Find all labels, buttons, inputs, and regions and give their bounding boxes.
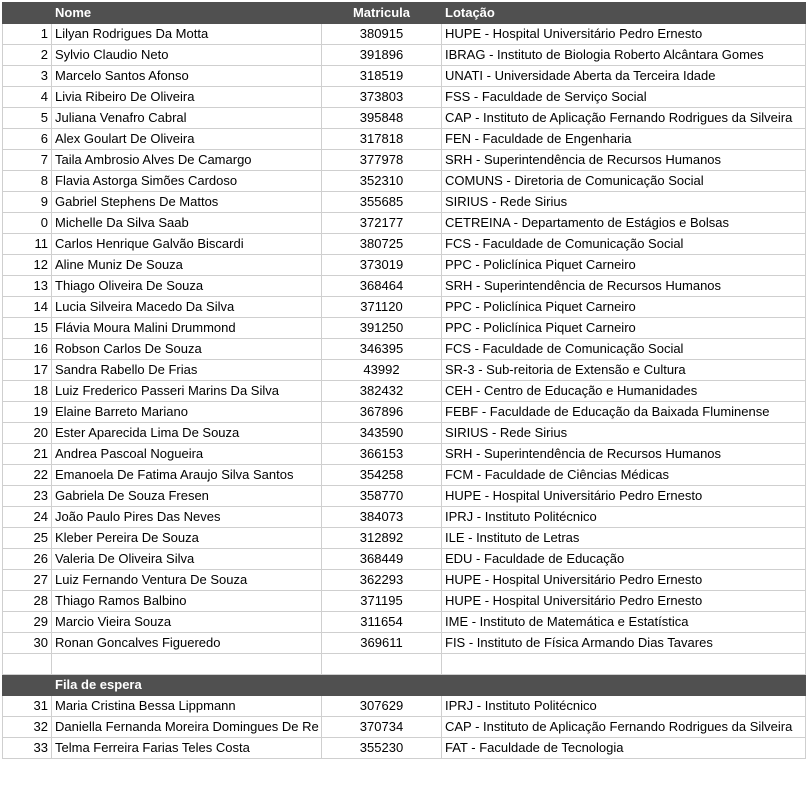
row-number-cell[interactable]: 13 <box>3 276 52 297</box>
table-row <box>3 549 806 570</box>
matricula-cell[interactable]: 369611 <box>322 633 442 654</box>
lotacao-cell[interactable]: FCM - Faculdade de Ciências Médicas <box>442 465 806 486</box>
table-row <box>3 381 806 402</box>
table-row <box>3 297 806 318</box>
lotacao-cell[interactable]: COMUNS - Diretoria de Comunicação Social <box>442 171 806 192</box>
matricula-cell[interactable]: 380725 <box>322 234 442 255</box>
matricula-cell[interactable]: 380915 <box>322 24 442 45</box>
table-row <box>3 24 806 45</box>
matricula-cell[interactable]: 368449 <box>322 549 442 570</box>
row-number-cell[interactable]: 2 <box>3 45 52 66</box>
nome-cell[interactable]: Michelle Da Silva Saab <box>52 213 322 234</box>
lotacao-cell[interactable]: HUPE - Hospital Universitário Pedro Ernesto <box>442 486 806 507</box>
matricula-cell[interactable]: 373019 <box>322 255 442 276</box>
matricula-cell[interactable]: 370734 <box>322 717 442 738</box>
matricula-cell[interactable]: 371120 <box>322 297 442 318</box>
lotacao-cell[interactable]: FCS - Faculdade de Comunicação Social <box>442 234 806 255</box>
row-number-cell[interactable]: 6 <box>3 129 52 150</box>
row-number-cell[interactable]: 29 <box>3 612 52 633</box>
waitlist-rows <box>3 654 806 759</box>
row-number-cell[interactable]: 20 <box>3 423 52 444</box>
nome-cell[interactable]: Flavia Astorga Simões Cardoso <box>52 171 322 192</box>
row-number-cell[interactable]: 19 <box>3 402 52 423</box>
table-row <box>3 423 806 444</box>
nome-cell[interactable]: Maria Cristina Bessa Lippmann <box>52 696 322 717</box>
waitlist-header-matricula-cell[interactable] <box>322 675 442 696</box>
matricula-cell[interactable]: 355685 <box>322 192 442 213</box>
lotacao-cell[interactable]: FSS - Faculdade de Serviço Social <box>442 87 806 108</box>
lotacao-cell[interactable]: SRH - Superintendência de Recursos Humanos <box>442 150 806 171</box>
matricula-cell[interactable]: 346395 <box>322 339 442 360</box>
nome-cell[interactable]: João Paulo Pires Das Neves <box>52 507 322 528</box>
lotacao-cell[interactable]: UNATI - Universidade Aberta da Terceira Idade <box>442 66 806 87</box>
nome-cell[interactable]: Emanoela De Fatima Araujo Silva Santos <box>52 465 322 486</box>
table-row <box>3 318 806 339</box>
table-row <box>3 465 806 486</box>
header-matricula-cell[interactable]: Matricula <box>322 3 442 24</box>
nome-cell[interactable]: Taila Ambrosio Alves De Camargo <box>52 150 322 171</box>
matricula-cell[interactable]: 367896 <box>322 402 442 423</box>
nome-cell[interactable]: Lucia Silveira Macedo Da Silva <box>52 297 322 318</box>
row-number-cell[interactable]: 11 <box>3 234 52 255</box>
empty-cell[interactable] <box>3 654 52 675</box>
row-number-cell[interactable]: 7 <box>3 150 52 171</box>
lotacao-cell[interactable]: SR-3 - Sub-reitoria de Extensão e Cultura <box>442 360 806 381</box>
nome-cell[interactable]: Luiz Frederico Passeri Marins Da Silva <box>52 381 322 402</box>
row-number-cell[interactable]: 25 <box>3 528 52 549</box>
matricula-cell[interactable]: 317818 <box>322 129 442 150</box>
spreadsheet-table <box>2 2 806 759</box>
lotacao-cell[interactable]: CAP - Instituto de Aplicação Fernando Rodrigues da Silveira <box>442 108 806 129</box>
nome-cell[interactable]: Andrea Pascoal Nogueira <box>52 444 322 465</box>
lotacao-cell[interactable]: HUPE - Hospital Universitário Pedro Ernesto <box>442 24 806 45</box>
lotacao-cell[interactable]: CEH - Centro de Educação e Humanidades <box>442 381 806 402</box>
row-number-cell[interactable]: 14 <box>3 297 52 318</box>
matricula-cell[interactable]: 311654 <box>322 612 442 633</box>
matricula-cell[interactable]: 352310 <box>322 171 442 192</box>
matricula-cell[interactable]: 372177 <box>322 213 442 234</box>
matricula-cell[interactable]: 373803 <box>322 87 442 108</box>
matricula-cell[interactable]: 384073 <box>322 507 442 528</box>
nome-cell[interactable]: Juliana Venafro Cabral <box>52 108 322 129</box>
lotacao-cell[interactable]: FCS - Faculdade de Comunicação Social <box>442 339 806 360</box>
matricula-cell[interactable]: 382432 <box>322 381 442 402</box>
lotacao-cell[interactable]: IBRAG - Instituto de Biologia Roberto Alcântara Gomes <box>442 45 806 66</box>
lotacao-cell[interactable]: CETREINA - Departamento de Estágios e Bolsas <box>442 213 806 234</box>
lotacao-cell[interactable]: PPC - Policlínica Piquet Carneiro <box>442 318 806 339</box>
table-row <box>3 129 806 150</box>
matricula-cell[interactable]: 312892 <box>322 528 442 549</box>
lotacao-cell[interactable]: EDU - Faculdade de Educação <box>442 549 806 570</box>
matricula-cell[interactable]: 395848 <box>322 108 442 129</box>
matricula-cell[interactable]: 366153 <box>322 444 442 465</box>
nome-cell[interactable]: Sylvio Claudio Neto <box>52 45 322 66</box>
row-number-cell[interactable]: 4 <box>3 87 52 108</box>
matricula-cell[interactable]: 362293 <box>322 570 442 591</box>
table-row <box>3 696 806 717</box>
lotacao-cell[interactable]: FEBF - Faculdade de Educação da Baixada Fluminense <box>442 402 806 423</box>
nome-cell[interactable]: Ester Aparecida Lima De Souza <box>52 423 322 444</box>
row-number-cell[interactable]: 27 <box>3 570 52 591</box>
nome-cell[interactable]: Marcio Vieira Souza <box>52 612 322 633</box>
row-number-cell[interactable]: 9 <box>3 192 52 213</box>
matricula-cell[interactable]: 371195 <box>322 591 442 612</box>
lotacao-cell[interactable]: PPC - Policlínica Piquet Carneiro <box>442 297 806 318</box>
matricula-cell[interactable]: 368464 <box>322 276 442 297</box>
table-row <box>3 528 806 549</box>
table-row <box>3 339 806 360</box>
row-number-cell[interactable]: 21 <box>3 444 52 465</box>
table-row <box>3 444 806 465</box>
matricula-cell[interactable]: 355230 <box>322 738 442 759</box>
lotacao-cell[interactable]: CAP - Instituto de Aplicação Fernando Rodrigues da Silveira <box>442 717 806 738</box>
row-number-cell[interactable]: 16 <box>3 339 52 360</box>
matricula-cell[interactable]: 391250 <box>322 318 442 339</box>
table-row <box>3 360 806 381</box>
spacer-row <box>3 654 806 675</box>
lotacao-cell[interactable]: IME - Instituto de Matemática e Estatística <box>442 612 806 633</box>
lotacao-cell[interactable]: IPRJ - Instituto Politécnico <box>442 507 806 528</box>
lotacao-cell[interactable]: SIRIUS - Rede Sirius <box>442 423 806 444</box>
table-row <box>3 570 806 591</box>
nome-cell[interactable]: Lilyan Rodrigues Da Motta <box>52 24 322 45</box>
nome-cell[interactable]: Elaine Barreto Mariano <box>52 402 322 423</box>
nome-cell[interactable]: Telma Ferreira Farias Teles Costa <box>52 738 322 759</box>
waitlist-header-num-cell[interactable] <box>3 675 52 696</box>
row-number-cell[interactable]: 24 <box>3 507 52 528</box>
table-row <box>3 738 806 759</box>
lotacao-cell[interactable]: PPC - Policlínica Piquet Carneiro <box>442 255 806 276</box>
nome-cell[interactable]: Gabriel Stephens De Mattos <box>52 192 322 213</box>
table-row <box>3 717 806 738</box>
row-number-cell[interactable]: 33 <box>3 738 52 759</box>
lotacao-cell[interactable]: SIRIUS - Rede Sirius <box>442 192 806 213</box>
waitlist-title-cell[interactable]: Fila de espera <box>52 675 322 696</box>
nome-cell[interactable]: Robson Carlos De Souza <box>52 339 322 360</box>
row-number-cell[interactable]: 17 <box>3 360 52 381</box>
nome-cell[interactable]: Gabriela De Souza Fresen <box>52 486 322 507</box>
lotacao-cell[interactable]: FAT - Faculdade de Tecnologia <box>442 738 806 759</box>
row-number-cell[interactable]: 15 <box>3 318 52 339</box>
nome-cell[interactable]: Valeria De Oliveira Silva <box>52 549 322 570</box>
table-row <box>3 234 806 255</box>
table-row <box>3 150 806 171</box>
nome-cell[interactable]: Thiago Oliveira De Souza <box>52 276 322 297</box>
table-row <box>3 171 806 192</box>
nome-cell[interactable]: Livia Ribeiro De Oliveira <box>52 87 322 108</box>
lotacao-cell[interactable]: IPRJ - Instituto Politécnico <box>442 696 806 717</box>
row-number-cell[interactable]: 18 <box>3 381 52 402</box>
table-row <box>3 507 806 528</box>
main-rows <box>3 24 806 654</box>
row-number-cell[interactable]: 32 <box>3 717 52 738</box>
matricula-cell[interactable]: 318519 <box>322 66 442 87</box>
nome-cell[interactable]: Sandra Rabello De Frias <box>52 360 322 381</box>
header-lotacao-cell[interactable]: Lotação <box>442 3 806 24</box>
matricula-cell[interactable]: 343590 <box>322 423 442 444</box>
table-row <box>3 612 806 633</box>
lotacao-cell[interactable]: HUPE - Hospital Universitário Pedro Ernesto <box>442 591 806 612</box>
row-number-cell[interactable]: 8 <box>3 171 52 192</box>
matricula-cell[interactable]: 358770 <box>322 486 442 507</box>
row-number-cell[interactable]: 23 <box>3 486 52 507</box>
table-row <box>3 108 806 129</box>
nome-cell[interactable]: Marcelo Santos Afonso <box>52 66 322 87</box>
table-row <box>3 402 806 423</box>
header-nome-cell[interactable]: Nome <box>52 3 322 24</box>
empty-cell[interactable] <box>442 654 806 675</box>
nome-cell[interactable]: Aline Muniz De Souza <box>52 255 322 276</box>
row-number-cell[interactable]: 26 <box>3 549 52 570</box>
waitlist-header-row <box>3 675 806 696</box>
matricula-cell[interactable]: 307629 <box>322 696 442 717</box>
row-number-cell[interactable]: 31 <box>3 696 52 717</box>
empty-cell[interactable] <box>322 654 442 675</box>
row-number-cell[interactable]: 12 <box>3 255 52 276</box>
nome-cell[interactable]: Kleber Pereira De Souza <box>52 528 322 549</box>
table-row <box>3 192 806 213</box>
matricula-cell[interactable]: 354258 <box>322 465 442 486</box>
matricula-cell[interactable]: 377978 <box>322 150 442 171</box>
lotacao-cell[interactable]: SRH - Superintendência de Recursos Humanos <box>442 444 806 465</box>
nome-cell[interactable]: Alex Goulart De Oliveira <box>52 129 322 150</box>
matricula-cell[interactable]: 43992 <box>322 360 442 381</box>
table-row <box>3 66 806 87</box>
table-row <box>3 486 806 507</box>
matricula-cell[interactable]: 391896 <box>322 45 442 66</box>
lotacao-cell[interactable]: SRH - Superintendência de Recursos Humanos <box>442 276 806 297</box>
table-row <box>3 87 806 108</box>
nome-cell[interactable]: Carlos Henrique Galvão Biscardi <box>52 234 322 255</box>
header-num-cell[interactable] <box>3 3 52 24</box>
row-number-cell[interactable]: 22 <box>3 465 52 486</box>
header-row <box>3 3 806 24</box>
row-number-cell[interactable]: 28 <box>3 591 52 612</box>
nome-cell[interactable]: Luiz Fernando Ventura De Souza <box>52 570 322 591</box>
empty-cell[interactable] <box>52 654 322 675</box>
waitlist-header-lotacao-cell[interactable] <box>442 675 806 696</box>
nome-cell[interactable]: Flávia Moura Malini Drummond <box>52 318 322 339</box>
table-row <box>3 591 806 612</box>
lotacao-cell[interactable]: FEN - Faculdade de Engenharia <box>442 129 806 150</box>
nome-cell[interactable]: Daniella Fernanda Moreira Domingues De Re <box>52 717 322 738</box>
row-number-cell[interactable]: 3 <box>3 66 52 87</box>
row-number-cell[interactable]: 0 <box>3 213 52 234</box>
table-row <box>3 213 806 234</box>
table-row <box>3 276 806 297</box>
table-row <box>3 255 806 276</box>
row-number-cell[interactable]: 1 <box>3 24 52 45</box>
nome-cell[interactable]: Thiago Ramos Balbino <box>52 591 322 612</box>
table-row <box>3 633 806 654</box>
table-row <box>3 45 806 66</box>
lotacao-cell[interactable]: HUPE - Hospital Universitário Pedro Ernesto <box>442 570 806 591</box>
row-number-cell[interactable]: 5 <box>3 108 52 129</box>
nome-cell[interactable]: Ronan Goncalves Figueredo <box>52 633 322 654</box>
row-number-cell[interactable]: 30 <box>3 633 52 654</box>
lotacao-cell[interactable]: FIS - Instituto de Física Armando Dias Tavares <box>442 633 806 654</box>
lotacao-cell[interactable]: ILE - Instituto de Letras <box>442 528 806 549</box>
